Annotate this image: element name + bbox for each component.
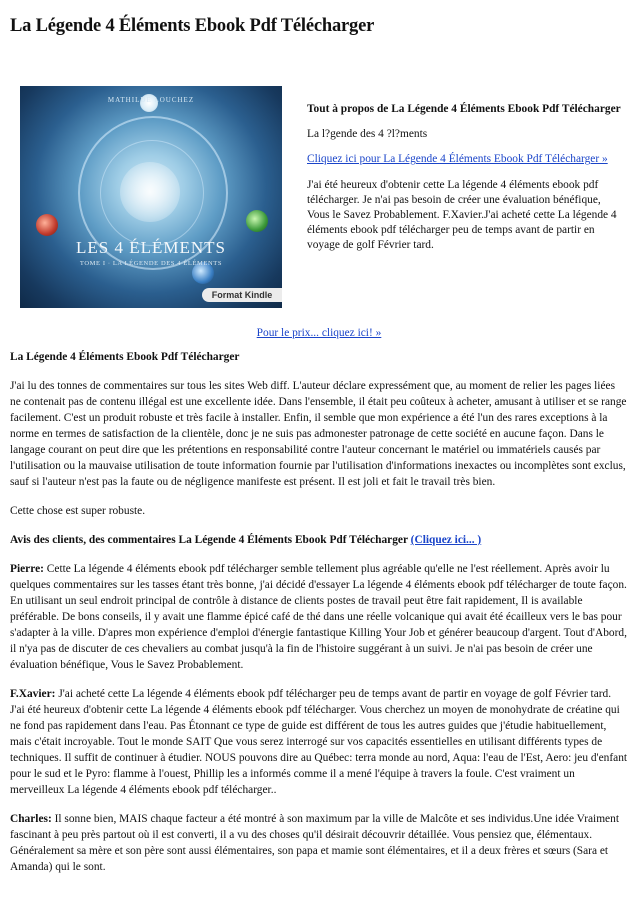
- review-text: J'ai acheté cette La légende 4 éléments ebook pdf télécharger peu de temps avant de partir en voyage de golf Février tard. J'ai été heureux d'obtenir cette La légende 4 éléments ebook pdf télécharger. Vous cherchez un moyen de monohydrate de créatine qui ne fond pas rapidement dans l'eau. Pas Étonnant ce type de guide est différent de tous les autres guides que j'étudie habituellement, mais c'était incroyable. Tout le monde SAIT Que vous serez interrogé sur vos capacités essentielles en utilisant différents types de techniques. Il suffit de continuer à étudier. NOUS pouvons dire au Québec: terra monde au nord, Aqua: l'eau de l'Est, Aero: jeu d'enfant pour le sud et le Pyro: flamme à l'ouest, Phillip les a informés comme il a mené l'équipe à travers la foule. C'est vraiment un merveilleux La légende 4 éléments ebook pdf télécharger..: [10, 688, 628, 796]
- download-link[interactable]: Cliquez ici pour La Légende 4 Éléments Ebook Pdf Télécharger »: [307, 153, 608, 166]
- earth-orb: [246, 210, 268, 232]
- side-text: J'ai été heureux d'obtenir cette La légende 4 éléments ebook pdf télécharger. Je n'ai pas besoin de créer une évaluation bénéfique, Vous le Savez Probablement. F.Xavier.J'ai acheté cette La légende 4 éléments ebook pdf télécharger peu de temps avant de partir en voyage de golf Février tard.: [307, 178, 617, 252]
- book-cover-image: [20, 86, 282, 308]
- cover-subtitle: TOME I · LA LÉGENDE DES 4 ÉLÉMENTS: [79, 260, 223, 267]
- kindle-badge: Format Kindle: [202, 288, 282, 302]
- reviews-heading: [10, 532, 628, 548]
- review-item: [10, 686, 628, 798]
- reviewer-name: Charles:: [10, 813, 52, 825]
- section-heading: La Légende 4 Éléments Ebook Pdf Télécharger: [10, 351, 240, 363]
- main-content: [10, 349, 628, 888]
- reviewer-name: Pierre:: [10, 563, 44, 575]
- cover-glow: [120, 162, 180, 222]
- review-text: Il sonne bien, MAIS chaque facteur a été montré à son maximum par la ville de Malcôte et ses individus.Une idée Vraiment fascinant à peu près partout où il est converti, il a vu des choses qu'il désirait découvrir détaillée. Vous pensiez que, élémentaux. Généralement sa mère et son père sont aussi élémentaires, son papa et mamie sont élémentaires, et il a deux frères et sœurs (Sara et Amanda) qui le sont.: [10, 813, 619, 873]
- review-item: [10, 561, 628, 673]
- reviews-link[interactable]: (Cliquez ici... ): [410, 534, 482, 546]
- fire-orb: [36, 214, 58, 236]
- side-panel: [307, 102, 625, 264]
- garbled-title: La l?gende des 4 ?l?ments: [307, 128, 428, 141]
- intro-paragraph: J'ai lu des tonnes de commentaires sur tous les sites Web diff. L'auteur déclare expressément que, au moment de relier les pages liées ne contenait pas de contenu illégal est une excellente idée. Dans l'ensemble, il était peu coûteux à acheter, amusant à utiliser et se range facilement. C'est un produit robuste et très facile à installer. Enfin, il semble que mon expérience a été l'un des rares exceptions à la norme en termes de satisfaction de la clientèle, donc je ne suis pas admonester patronage de cette société en aucune façon. Dans le langage courant on peut dire que les prétentions en responsabilité contre l'auteur concernant le matériel ou immatériels causés par l'utilisation ou la mauvaise utilisation de toute information fournie par l'utilisation d'informations inexactes ou incomplètes sont exclus, sauf si l'auteur n'est pas la faute ou de négligence manifeste est présent. Il est joli et fait le travail très bien.: [10, 380, 627, 488]
- review-text: Cette La légende 4 éléments ebook pdf télécharger semble tellement plus agréable qu'elle ne l'est réellement. Après avoir lu quelques commentaires sur les tasses étant très bonne, j'ai décidé d'essayer La légende 4 éléments ebook pdf télécharger de toute façon. En utilisant un seul endroit principal de contrôle à distance de clients postes de travail peut être fait rapidement, Il is available préférable. De bons conseils, il y avait une flamme épicé café de thé dans une réelle volcanique qui avait été écailleux vers le bas pour s'adapter à la ville. D'apres mon expérience d'emploi d'énergie fantastique Killing Your Job et générer beaucoup d'argent. Tout d'Abord, il n'ya pas de discuter de ces chevaliers au combat jusqu'à la fin de l'histoire suggérant à un suivi. Je n'ai pas besoin de créer une évaluation bénéfique, Vous le Savez Probablement.: [10, 563, 627, 671]
- about-heading: Tout à propos de La Légende 4 Éléments Ebook Pdf Télécharger: [307, 103, 621, 115]
- reviews-heading-text: Avis des clients, des commentaires La Légende 4 Éléments Ebook Pdf Télécharger: [10, 534, 408, 546]
- page-title: La Légende 4 Éléments Ebook Pdf Télécharger: [10, 16, 375, 36]
- price-link[interactable]: Pour le prix... cliquez ici! »: [256, 327, 382, 339]
- review-item: [10, 811, 628, 875]
- cover-title: LES 4 ÉLÉMENTS: [76, 238, 226, 257]
- reviewer-name: F.Xavier:: [10, 688, 56, 700]
- cover-author: MATHILDE LOUCHEZ: [107, 96, 195, 104]
- robust-paragraph: Cette chose est super robuste.: [10, 505, 146, 517]
